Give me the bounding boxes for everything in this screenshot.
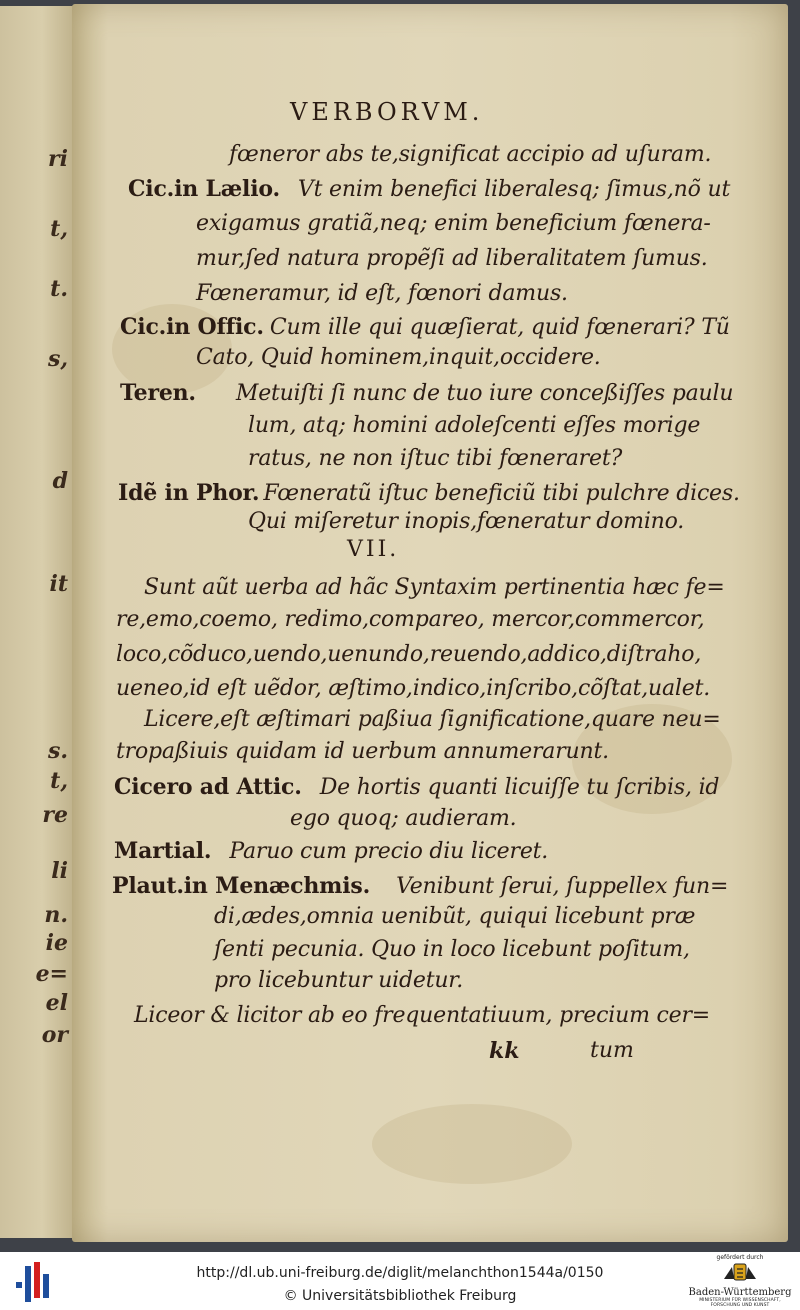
margin-fragment: d [52, 468, 68, 494]
catchword: tum [590, 1038, 634, 1063]
footer-bar [0, 1252, 800, 1310]
funder-name: Baden-Württemberg [688, 1287, 792, 1298]
text-line: Idẽ in Phor. Fœneratũ iſtuc beneficiũ tibi pulchre dices. [118, 480, 740, 506]
margin-fragment: n. [44, 902, 68, 928]
text-line: ueneo,id eſt uẽdor, æſtimo,indico,inſcribo,cõſtat,ualet. [116, 676, 711, 701]
text-line: Licere,eſt æſtimari paßiua ſignificatione,quare neu= [144, 707, 721, 732]
margin-fragment: s. [47, 738, 68, 764]
text-line: Qui miſeretur inopis,fœneratur domino. [248, 509, 685, 534]
text-line: Martial. Paruo cum precio diu liceret. [114, 838, 549, 864]
text-line: ego quoq; audieram. [290, 806, 517, 831]
funder-ministry: MINISTERIUM FÜR WISSENSCHAFT, FORSCHUNG UND KUNST [699, 1298, 781, 1308]
section-number: VII. [347, 537, 400, 562]
text-line: Teren. Metuiſti ſi nunc de tuo iure conceßiſſes paulu [120, 380, 734, 406]
text-line: Cic.in Lælio. Vt enim benefici liberalesq; ſimus,nõ ut [128, 176, 731, 202]
text-line: Cato, Quid hominem,inquit,occidere. [196, 345, 601, 370]
text-line: mur,ſed natura propẽſi ad liberalitatem ſumus. [196, 246, 708, 271]
text-line: di,ædes,omnia uenibũt, quiqui licebunt præ [214, 904, 696, 929]
text-line: Liceor & licitor ab eo frequentatiuum, precium cer= [134, 1003, 711, 1028]
margin-fragment: ie [45, 930, 68, 956]
text-line: Cicero ad Attic. De hortis quanti licuiſſe tu ſcribis, id [114, 774, 720, 800]
text-line: lum, atq; homini adoleſcenti eſſes morige [248, 413, 701, 438]
margin-fragment: re [42, 802, 68, 828]
margin-fragment: it [49, 571, 68, 597]
text-line: Plaut.in Menæchmis. Venibunt ſerui, ſuppellex fun= [112, 873, 729, 899]
text-line: exigamus gratiã,neq; enim beneficium fœnera- [196, 211, 711, 236]
margin-fragment: li [51, 858, 68, 884]
text-line: fœneror abs te,significat accipio ad uſuram. [229, 142, 712, 167]
text-line: tropaßiuis quidam id uerbum annumerarunt. [116, 739, 609, 764]
margin-fragment: s, [47, 346, 68, 372]
margin-fragment: t, [50, 768, 68, 794]
text-line: Sunt aũt uerba ad hãc Syntaxim pertinentia hæc fe= [144, 575, 725, 600]
permalink-url[interactable]: http://dl.ub.uni-freiburg.de/diglit/melanchthon1544a/0150 [196, 1265, 604, 1281]
text-line: re,emo,coemo, redimo,compareo, mercor,commercor, [116, 607, 705, 632]
copyright-notice: © Universitätsbibliothek Freiburg [283, 1288, 517, 1304]
page-heading: VERBORVM. [290, 98, 484, 126]
margin-fragment: t. [50, 276, 68, 302]
margin-fragment: el [45, 990, 68, 1016]
funder-label: gefördert durch [716, 1254, 764, 1261]
text-line: ſenti pecunia. Quo in loco licebunt poſitum, [214, 937, 690, 962]
left-page-edge [0, 6, 76, 1238]
funder-logo [686, 1254, 794, 1308]
state-coat-of-arms-icon [720, 1261, 760, 1283]
margin-fragment: e= [35, 961, 68, 987]
text-line: ratus, ne non iſtuc tibi fœneraret? [248, 446, 623, 471]
margin-fragment: t, [50, 216, 68, 242]
margin-fragment: ri [48, 146, 68, 172]
margin-fragment: or [41, 1022, 68, 1048]
text-line: loco,cõduco,uendo,uenundo,reuendo,addico,diſtraho, [116, 642, 702, 667]
text-line: Fœneramur, id eſt, fœnori damus. [196, 281, 568, 306]
signature-mark: kk [489, 1038, 520, 1064]
text-line: pro licebuntur uidetur. [214, 968, 464, 993]
text-line: Cic.in Offic. Cum ille qui quæſierat, quid fœnerari? Tũ [120, 314, 730, 340]
